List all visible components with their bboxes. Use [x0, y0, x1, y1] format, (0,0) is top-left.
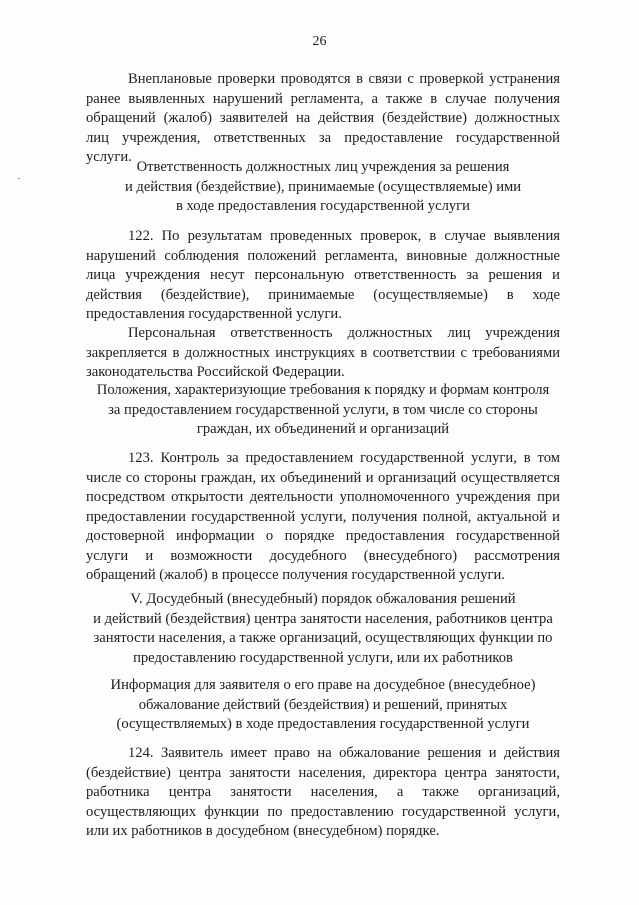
scan-mark — [18, 178, 20, 179]
heading-line: занятости населения, а также организаций, осуществляющих функции по — [93, 630, 553, 646]
paragraph-122: 122. По результатам проведенных проверок, в случае выявления нарушений соблюдения положений регламента, виновные должностные лица учреждения несут персональную ответственность за решения и действия (бездействие), принимаемые (осуществляемые) в ходе предоставления государственной услуги. — [86, 228, 560, 322]
heading-line: Ответственность должностных лиц учреждения за решения — [136, 159, 510, 175]
heading-line: и действия (бездействие), принимаемые (осуществляемые) ими — [124, 178, 522, 195]
heading-line: (осуществляемых) в ходе предоставления государственной услуги — [116, 716, 530, 732]
paragraph-123: 123. Контроль за предоставлением государственной услуги, в том числе со стороны граждан, их объединений и организаций осуществляется посредством открытости деятельности уполномоченного учреждения при предоставлении государственной услуги, получения полной, актуальной и достоверной информации о порядке предоставления государственной услуги и возможности досудебного (внесудебного) рассмотрения обращений (жалоб) в процессе получения государственной услуги. — [86, 450, 560, 583]
paragraph-personal-responsibility: Персональная ответственность должностных лиц учреждения закрепляется в должностных инструкциях в соответствии с требованиями законодательства Российской Федерации. — [86, 325, 560, 380]
heading-line: обжалование действий (бездействия) и решений, принятых — [138, 696, 508, 713]
heading-line: предоставлению государственной услуги, или их работников — [133, 649, 513, 666]
heading-responsibility — [80, 158, 566, 217]
heading-line: за предоставлением государственной услуги, в том числе со стороны — [108, 401, 538, 418]
heading-control-requirements — [80, 381, 566, 440]
heading-line: и действий (бездействия) центра занятости населения, работников центра — [93, 610, 553, 627]
page-number: 26 — [312, 34, 327, 49]
heading-line: в ходе предоставления государственной услуги — [176, 198, 470, 214]
heading-section-v — [80, 590, 566, 668]
heading-complaint-info — [80, 676, 566, 735]
paragraph-124: 124. Заявитель имеет право на обжалование решения и действия (бездействие) центра занятости населения, директора центра занятости, работника центра занятости населения, а также организаций, осуществляющих функции по предоставлению государственной услуги, или их работников в досудебном (внесудебном) порядке. — [86, 745, 560, 839]
paragraph-unscheduled-inspections: Внеплановые проверки проводятся в связи с проверкой устранения ранее выявленных нарушений регламента, а также в случае получения обращений (жалоб) заявителей на действия (бездействие) должностных лиц учреждения, ответственных за предоставление государственной услуги. — [86, 71, 560, 165]
heading-line: V. Досудебный (внесудебный) порядок обжалования решений — [130, 591, 516, 607]
heading-line: Положения, характеризующие требования к порядку и формам контроля — [96, 382, 550, 398]
heading-line: граждан, их объединений и организаций — [196, 421, 450, 437]
heading-line: Информация для заявителя о его праве на досудебное (внесудебное) — [110, 677, 536, 693]
